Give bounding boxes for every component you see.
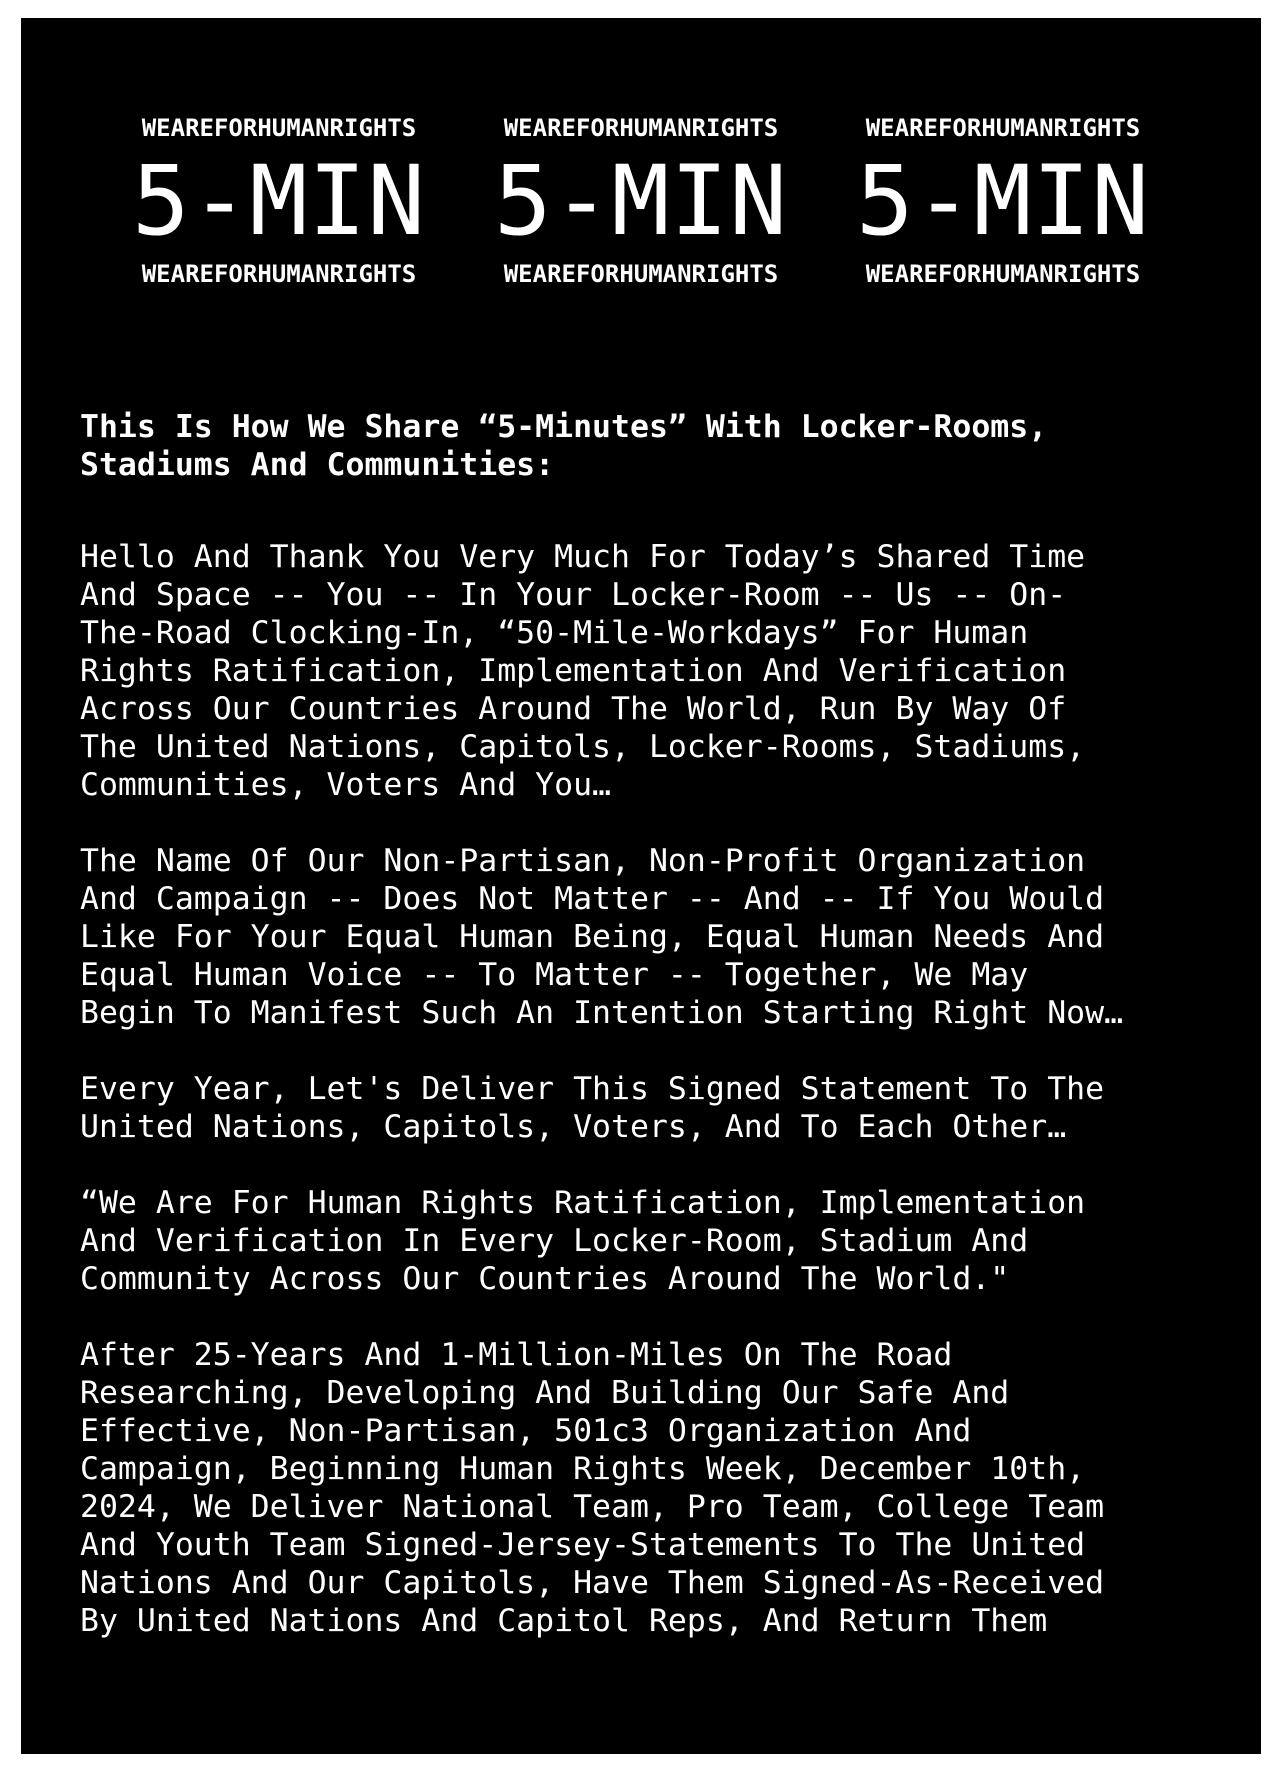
banner-block-2 bbox=[477, 113, 805, 289]
banner-tagline-top: WEAREFORHUMANRIGHTS bbox=[865, 114, 1141, 142]
paragraph-organization: The Name Of Our Non-Partisan, Non-Profit Organization And Campaign -- Does Not Matter -- And -- If You Would Like For Your Equal Human Being, Equal Human Needs And Equal Human Voice -- To Matter -- Together, We May Begin To Manifest Such An Intention Starting Right Now… bbox=[80, 843, 1124, 1031]
banner-block-3 bbox=[839, 113, 1167, 289]
paragraph-history: After 25-Years And 1-Million-Miles On The Road Researching, Developing And Building Our Safe And Effective, Non-Partisan, 501c3 Organization And Campaign, Beginning Human Rights Week, December 10th, 2024, We Deliver National Team, Pro Team, College Team And Youth Team Signed-Jersey-Statements To The United Nations And Our Capitols, Have Them Signed-As-Received By United Nations And Capitol Reps, And Return Them bbox=[80, 1337, 1105, 1639]
header-banner bbox=[21, 113, 1261, 289]
banner-tagline-bottom: WEAREFORHUMANRIGHTS bbox=[865, 260, 1141, 288]
paragraph-greeting: Hello And Thank You Very Much For Today’s Shared Time And Space -- You -- In Your Locker-Room -- Us -- On- The-Road Clocking-In, “50-Mile-Workdays” For Human Rights Ratification, Implementation And Verification Across Our Countries Around The World, Run By Way Of The United Nations, Capitols, Locker-Rooms, Stadiums, Communities, Voters And You… bbox=[80, 539, 1086, 803]
body-text bbox=[80, 408, 1240, 1678]
banner-title: 5-MIN bbox=[494, 145, 788, 257]
banner-title: 5-MIN bbox=[132, 145, 426, 257]
banner-tagline-bottom: WEAREFORHUMANRIGHTS bbox=[141, 260, 417, 288]
paragraph-annual-delivery: Every Year, Let's Deliver This Signed Statement To The United Nations, Capitols, Voters, And To Each Other… bbox=[80, 1071, 1105, 1145]
banner-title: 5-MIN bbox=[856, 145, 1150, 257]
banner-block-1 bbox=[115, 113, 443, 289]
banner-tagline-top: WEAREFORHUMANRIGHTS bbox=[141, 114, 417, 142]
section-heading: This Is How We Share “5-Minutes” With Locker-Rooms, Stadiums And Communities: bbox=[80, 409, 1048, 483]
document-panel bbox=[21, 18, 1261, 1754]
paragraph-statement-quote: “We Are For Human Rights Ratification, Implementation And Verification In Every Locker-Room, Stadium And Community Across Our Countries Around The World." bbox=[80, 1185, 1086, 1297]
banner-tagline-top: WEAREFORHUMANRIGHTS bbox=[503, 114, 779, 142]
banner-tagline-bottom: WEAREFORHUMANRIGHTS bbox=[503, 260, 779, 288]
